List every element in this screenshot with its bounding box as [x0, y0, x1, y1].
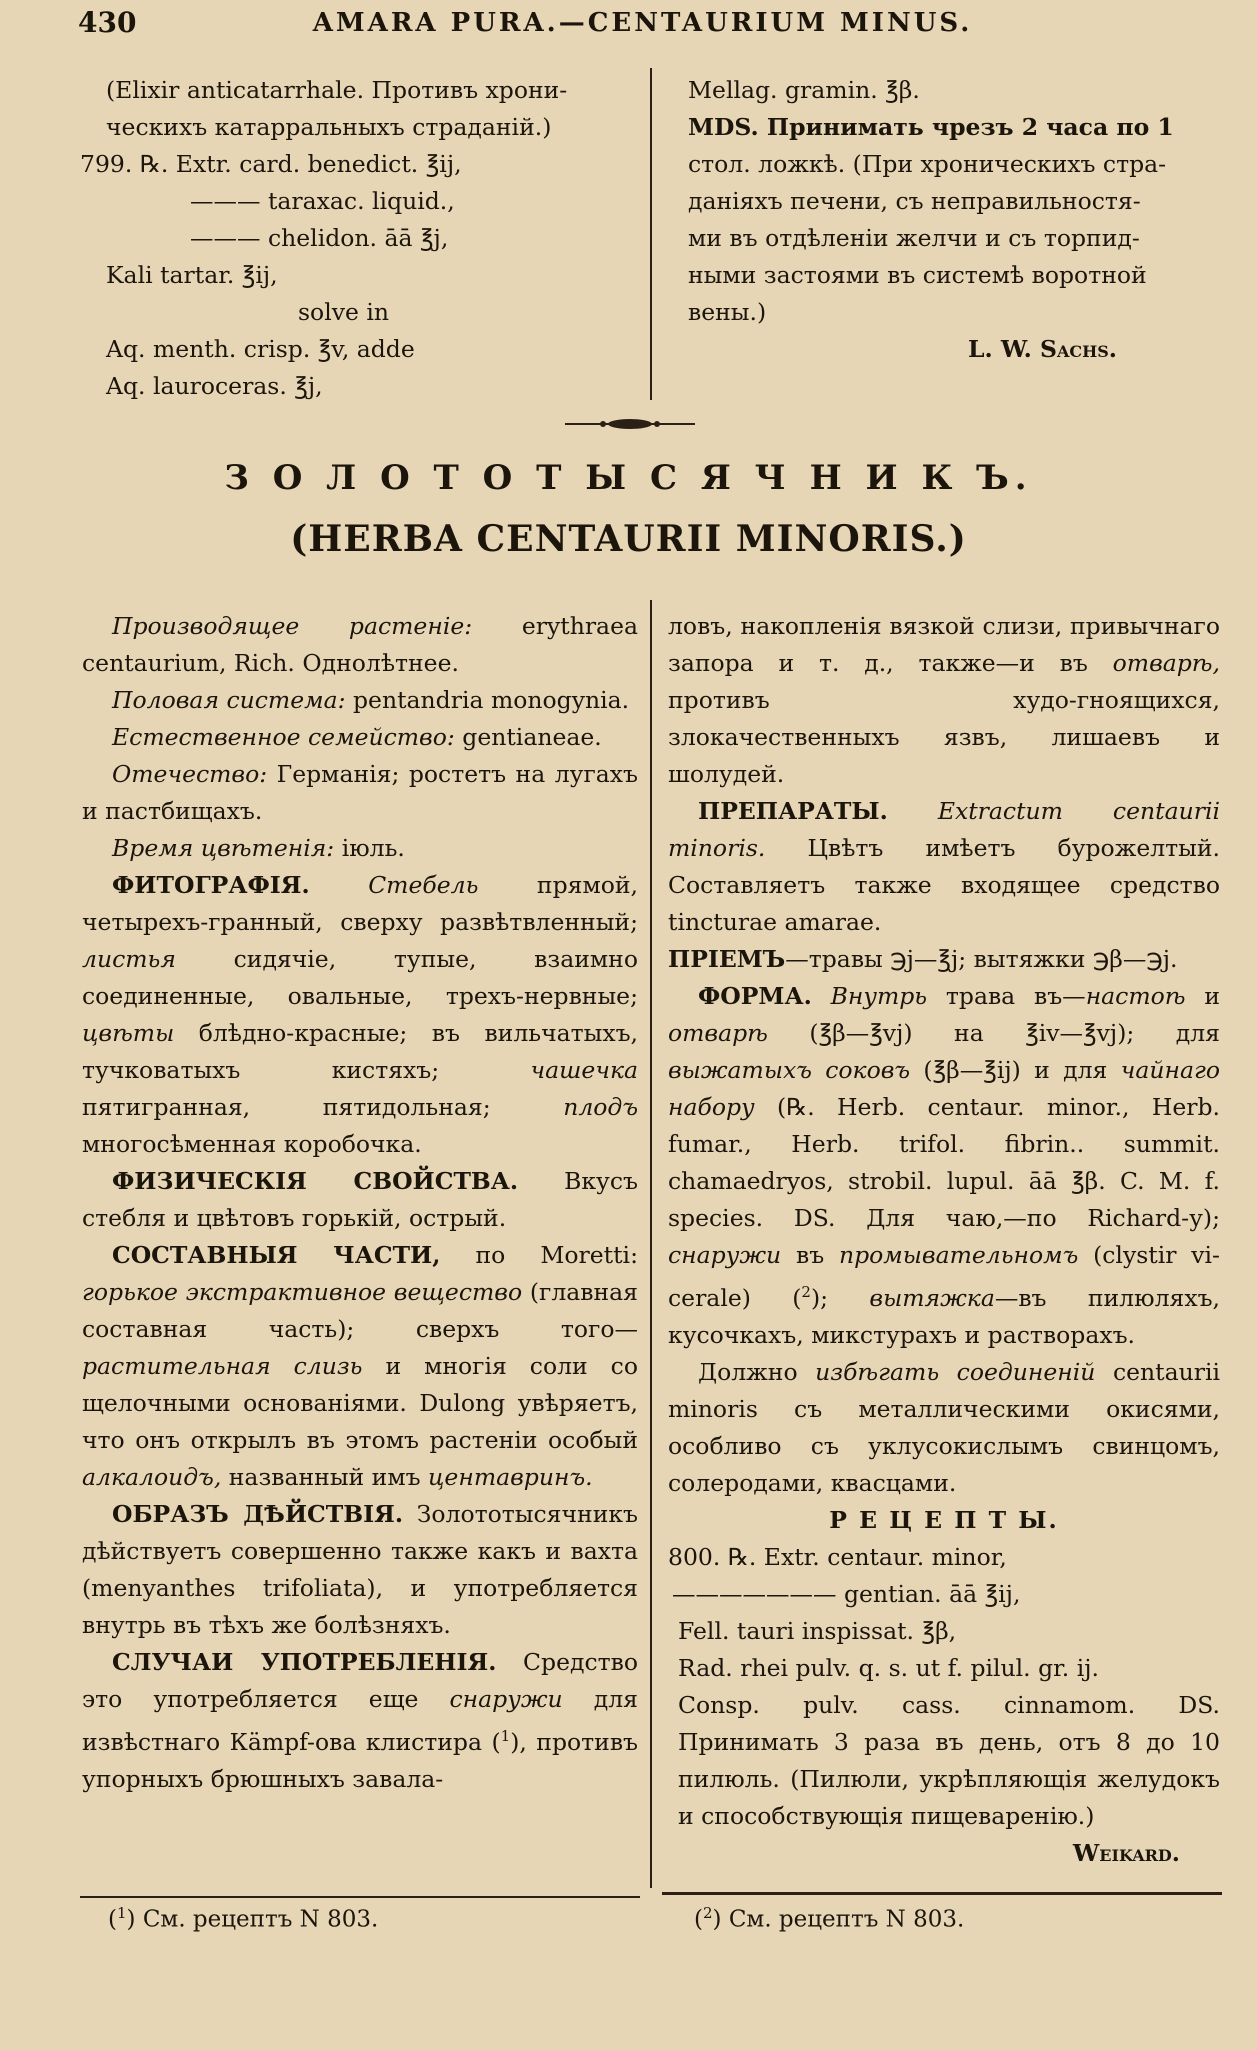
recipe-line: 800. ℞. Extr. centaur. minor, [668, 1542, 1007, 1571]
paragraph-preparations: ПРЕПАРАТЫ. Extractum centaurii minoris. Цвѣтъ имѣетъ бурожелтый. Составляетъ также входящее средство tincturae amarae. [668, 797, 1220, 936]
top-left-column [80, 72, 646, 405]
section-title: З О Л О Т О Т Ы С Я Ч Н И К Ъ. [224, 458, 1033, 498]
paragraph: Естественное семейство: gentianeae. [112, 723, 602, 751]
text-line: (Elixir anticatarrhale. Противъ хрони- [106, 76, 568, 104]
paragraph-caution: Должно избѣгать соединеній centaurii minoris съ металлическими окисями, особливо съ уклусокислымъ свинцомъ, солеродами, квасцами. [668, 1357, 1220, 1497]
main-right-column [668, 608, 1220, 1872]
recipe-line: Fell. tauri inspissat. ℥β, [678, 1616, 957, 1645]
footnote-ref: 1 [500, 1727, 511, 1745]
signature: L. W. Sachs. [968, 335, 1117, 363]
footnote-rule-left [80, 1896, 640, 1898]
recipe-line: ——— chelidon. āā ℥j, [190, 224, 449, 252]
recipe-line: solve in [298, 298, 390, 326]
paragraph: ловъ, накопленія вязкой слизи, привычнаго запора и т. д., также—и въ отварѣ, противъ худо-гноящихся, злокачественныхъ язвъ, лишаевъ и шолудей. [668, 612, 1220, 788]
paragraph-usage: СЛУЧАИ УПОТРЕБЛЕНІЯ. Средство это употребляется еще снаружи для извѣстнаго Кämpf-ова клистира ($^1$), противъ упорныхъ брюшныхъ завала- [82, 1648, 638, 1793]
paragraph: Производящее растеніе: erythraea centaurium, Rich. Однолѣтнее. [82, 612, 638, 677]
recipe-line: Aq. lauroceras. ℥j, [106, 372, 323, 400]
recipe-line: вены.) [688, 298, 767, 326]
recipe-text: Consp. pulv. cass. cinnamom. DS. Принимать 3 раза въ день, отъ 8 до 10 пилюль. (Пилюли, укрѣпляющія желудокъ и способствующія пищеваренію.) [678, 1690, 1220, 1830]
recipe-line: ——————— gentian. āā ℥ij, [672, 1579, 1021, 1608]
footnote-left: ($^1$) См. рецептъ N 803. [108, 1904, 379, 1933]
recipe-line: даніяхъ печени, съ неправильностя- [688, 187, 1141, 215]
paragraph-physical: ФИЗИЧЕСКІЯ СВОЙСТВА. Вкусъ стебля и цвѣтовъ горькій, острый. [82, 1167, 638, 1232]
paragraph-action: ОБРАЗЪ ДѢЙСТВІЯ. Золототысячникъ дѣйствуетъ совершенно также какъ и вахта (menyanthes trifoliata), и употребляется внутрь въ тѣхъ же болѣзняхъ. [82, 1500, 638, 1639]
recipe-line: стол. ложкѣ. (При хроническихъ стра- [688, 150, 1167, 178]
paragraph: Отечество: Германія; ростетъ на лугахъ и пастбищахъ. [82, 760, 638, 825]
recipes-heading: Р Е Ц Е П Т Ы. [829, 1505, 1059, 1534]
recipe-line: 799. ℞. Extr. card. benedict. ℥ij, [80, 150, 462, 178]
recipe-line: Kali tartar. ℥ij, [106, 261, 278, 289]
paragraph-phytography: ФИТОГРАФІЯ. Стебель прямой, четырехъ-гранный, сверху развѣтвленный; листья сидячіе, тупые, взаимно соединенные, овальные, трехъ-нервные; цвѣты блѣдно-красные; въ вильчатыхъ, тучковатыхъ кистяхъ; чашечка пятигранная, пятидольная; плодъ многосѣменная коробочка. [82, 871, 638, 1158]
paragraph-components: СОСТАВНЫЯ ЧАСТИ, по Moretti: горькое экстрактивное вещество (главная составная часть); сверхъ того—растительная слизь и многія соли со щелочными основаніями. Dulong увѣряетъ, что онъ открылъ въ этомъ растеніи особый алкалоидъ, названный имъ центавринъ. [82, 1241, 638, 1491]
running-head [78, 6, 1207, 46]
recipe-line: Rad. rhei pulv. q. s. ut f. pilul. gr. ij. [678, 1653, 1100, 1682]
text-line: ческихъ катарральныхъ страданій.) [106, 113, 552, 141]
footnote-rule-right [662, 1892, 1222, 1895]
ornament-divider [565, 417, 695, 431]
recipe-line: ными застоями въ системѣ воротной [688, 261, 1147, 289]
recipe-line: Mellag. gramin. ℥β. [688, 76, 920, 104]
page-number: 430 [78, 6, 137, 39]
running-title: AMARA PURA.—CENTAURIUM MINUS. [312, 8, 973, 38]
column-divider-top [650, 68, 652, 400]
signature: Weikard. [1072, 1838, 1180, 1867]
recipe-line: ——— taraxac. liquid., [190, 187, 455, 215]
footnote-ref: 2 [801, 1283, 811, 1301]
column-divider-main [650, 600, 652, 1888]
recipe-line: ми въ отдѣленіи желчи и съ торпид- [688, 224, 1140, 252]
paragraph-form: ФОРМА. Внутрь трава въ—настоѣ и отварѣ (℥β—℥vj) на ℥iv—℥vj); для выжатыхъ соковъ (℥β—℥ij) и для чайнаго набору (℞. Herb. centaur. minor., Herb. fumar., Herb. trifol. fibrin.. summit. chamaedryos, strobil. lupul. āā ℥β. C. M. f. species. DS. Для чаю,—по Richard-у); снаружи въ промывательномъ (clystir vi-cerale) ($^2$); вытяжка—въ пилюляхъ, кусочкахъ, микстурахъ и растворахъ. [668, 982, 1221, 1349]
recipe-line: Aq. menth. crisp. ℥v, adde [106, 335, 415, 363]
section-subtitle: (HERBA CENTAURII MINORIS.) [290, 518, 967, 560]
footnote-right: ($^2$) См. рецептъ N 803. [694, 1904, 965, 1933]
paragraph: Время цвѣтенія: іюль. [112, 834, 405, 862]
main-left-column [82, 608, 638, 1798]
paragraph-dose: ПРІЕМЪ—травы ℈j—℥j; вытяжки ℈β—℈j. [668, 945, 1178, 973]
recipe-line: MDS. Принимать чрезъ 2 часа по 1 [688, 113, 1174, 141]
top-right-column [688, 72, 1218, 368]
paragraph: Половая система: pentandria monogynia. [112, 686, 630, 714]
